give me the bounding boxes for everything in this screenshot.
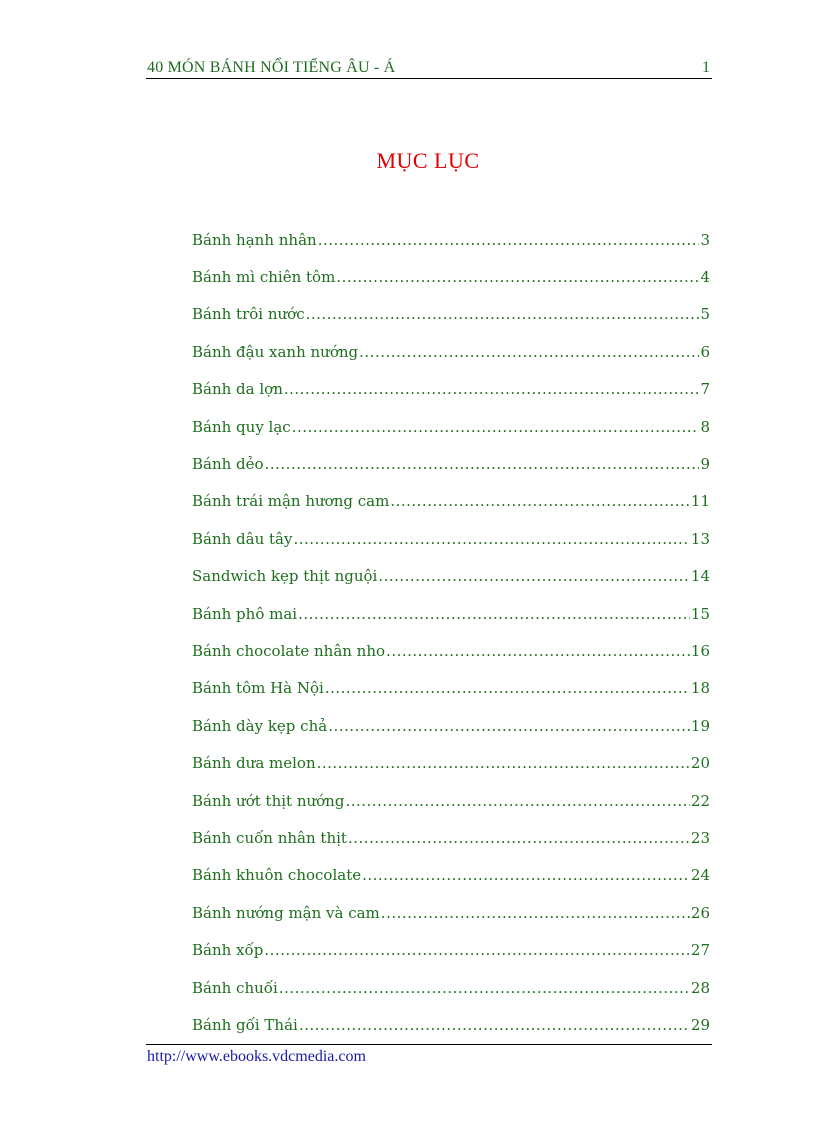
toc-entry[interactable]: [192, 670, 710, 707]
dot-leader: [318, 231, 700, 251]
toc-entry-title: Bánh hạnh nhân: [192, 230, 317, 249]
toc-entry[interactable]: [192, 632, 710, 669]
toc-entry[interactable]: [192, 258, 710, 295]
toc-entry-title: Bánh quy lạc: [192, 417, 291, 436]
toc-entry-page: 20: [690, 754, 710, 773]
dot-leader: [292, 418, 700, 438]
toc-entry-page: 13: [690, 529, 710, 548]
toc-entry-page: 6: [700, 342, 710, 361]
toc-entry-title: Bánh chocolate nhân nho: [192, 641, 386, 660]
toc-entry-title: Sandwich kẹp thịt nguội: [192, 567, 378, 586]
toc-entry-page: 9: [700, 455, 710, 474]
toc-entry[interactable]: [192, 595, 710, 632]
toc-entry-page: 14: [690, 567, 710, 586]
toc-entry-title: Bánh dẻo: [192, 455, 264, 474]
toc-entry-title: Bánh đậu xanh nướng: [192, 342, 359, 361]
toc-entry-page: 23: [690, 828, 710, 847]
toc-entry[interactable]: [192, 333, 710, 370]
dot-leader: [386, 642, 690, 662]
page-number: 1: [702, 59, 710, 76]
toc-entry-page: 7: [700, 380, 710, 399]
dot-leader: [265, 455, 700, 475]
toc-entry-page: 4: [700, 268, 710, 287]
toc-entry-title: Bánh phô mai: [192, 604, 298, 623]
toc-entry-title: Bánh xốp: [192, 941, 264, 960]
dot-leader: [348, 829, 690, 849]
toc-entry-page: 28: [690, 978, 710, 997]
dot-leader: [284, 380, 700, 400]
toc-entry-page: 5: [700, 305, 710, 324]
toc-entry-title: Bánh trôi nước: [192, 305, 305, 324]
toc-entry-title: Bánh dâu tây: [192, 529, 293, 548]
toc-entry-title: Bánh khuôn chocolate: [192, 866, 362, 885]
toc-entry-title: Bánh tôm Hà Nội: [192, 679, 324, 698]
dot-leader: [328, 717, 690, 737]
toc-entry[interactable]: [192, 744, 710, 781]
toc-entry-title: Bánh cuốn nhân thịt: [192, 828, 347, 847]
dot-leader: [378, 567, 690, 587]
dot-leader: [279, 979, 690, 999]
toc-entry-title: Bánh trái mận hương cam: [192, 492, 390, 511]
toc-entry[interactable]: [192, 782, 710, 819]
dot-leader: [359, 343, 699, 363]
toc-list: [192, 221, 710, 1044]
dot-leader: [264, 941, 690, 961]
toc-entry[interactable]: [192, 707, 710, 744]
toc-entry[interactable]: [192, 371, 710, 408]
toc-entry-page: 18: [690, 679, 710, 698]
toc-entry[interactable]: [192, 221, 710, 258]
toc-entry-page: 15: [690, 604, 710, 623]
toc-entry-title: Bánh dưa melon: [192, 754, 316, 773]
dot-leader: [325, 679, 690, 699]
dot-leader: [293, 530, 689, 550]
toc-entry-page: 24: [690, 866, 710, 885]
toc-entry-page: 8: [700, 417, 710, 436]
toc-entry[interactable]: [192, 969, 710, 1006]
dot-leader: [390, 492, 690, 512]
dot-leader: [306, 305, 700, 325]
toc-entry[interactable]: [192, 296, 710, 333]
toc-entry-title: Bánh gối Thái: [192, 1015, 298, 1034]
toc-entry-title: Bánh chuối: [192, 978, 278, 997]
toc-entry-page: 27: [690, 941, 710, 960]
toc-entry-page: 22: [690, 791, 710, 810]
dot-leader: [336, 268, 699, 288]
toc-entry-page: 19: [690, 716, 710, 735]
toc-entry-page: 26: [690, 903, 710, 922]
toc-entry-page: 29: [690, 1015, 710, 1034]
toc-entry-title: Bánh mì chiên tôm: [192, 268, 336, 287]
footer-link[interactable]: http://www.ebooks.vdcmedia.com: [147, 1048, 366, 1065]
dot-leader: [299, 1016, 690, 1036]
toc-entry-page: 11: [690, 492, 710, 511]
dot-leader: [381, 904, 690, 924]
dot-leader: [345, 792, 689, 812]
toc-entry[interactable]: [192, 894, 710, 931]
toc-entry[interactable]: [192, 445, 710, 482]
dot-leader: [298, 605, 690, 625]
toc-entry-page: 3: [700, 230, 710, 249]
page-header: [146, 56, 712, 79]
toc-entry[interactable]: [192, 1006, 710, 1043]
toc-entry-page: 16: [690, 641, 710, 660]
toc-entry[interactable]: [192, 558, 710, 595]
toc-entry-title: Bánh ướt thịt nướng: [192, 791, 345, 810]
toc-entry-title: Bánh da lợn: [192, 380, 283, 399]
toc-entry[interactable]: [192, 931, 710, 968]
dot-leader: [362, 866, 690, 886]
toc-entry[interactable]: [192, 520, 710, 557]
toc-entry[interactable]: [192, 819, 710, 856]
toc-entry[interactable]: [192, 408, 710, 445]
toc-entry-title: Bánh nướng mận và cam: [192, 903, 380, 922]
page-footer: [146, 1044, 712, 1065]
toc-entry[interactable]: [192, 857, 710, 894]
toc-entry-title: Bánh dày kẹp chả: [192, 716, 328, 735]
dot-leader: [317, 754, 690, 774]
toc-entry[interactable]: [192, 483, 710, 520]
toc-heading: MỤC LỤC: [376, 148, 480, 173]
book-title: 40 MÓN BÁNH NỔI TIẾNG ÂU - Á: [147, 59, 396, 76]
